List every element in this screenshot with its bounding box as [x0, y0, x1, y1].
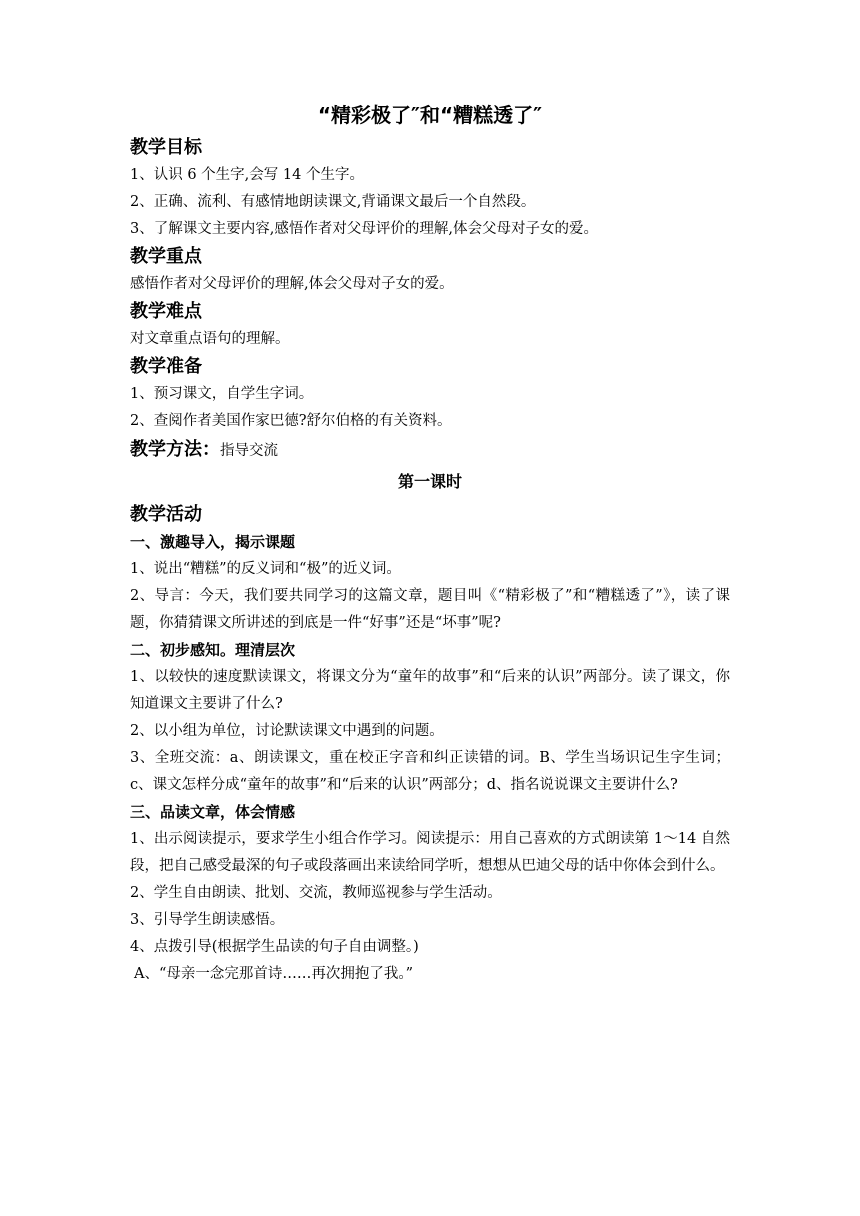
- lesson-title: 第一课时: [397, 472, 462, 491]
- activities-heading: 教学活动: [130, 504, 202, 525]
- section-paragraph: 2、以小组为单位，讨论默读课文中遇到的问题。: [130, 723, 444, 739]
- difficulty-heading: 教学难点: [130, 301, 202, 322]
- section-paragraph: 1、说出“糟糕”的反义词和“极”的近义词。: [130, 561, 401, 577]
- section-paragraph: 3、引导学生朗读感悟。: [130, 912, 285, 928]
- goal-item: 1、认识 6 个生字,会写 14 个生字。: [130, 167, 364, 183]
- key-points-text: 感悟作者对父母评价的理解,体会父母对子女的爱。: [130, 276, 454, 292]
- goal-item: 3、了解课文主要内容,感悟作者对父母评价的理解,体会父母对子女的爱。: [130, 221, 598, 237]
- preparation-item: 2、查阅作者美国作家巴德?舒尔伯格的有关资料。: [130, 413, 452, 429]
- method-row: [130, 435, 730, 467]
- section-title: 三、品读文章，体会情感: [130, 803, 296, 821]
- method-label: 教学方法：: [130, 439, 220, 460]
- goal-item: 2、正确、流利、有感情地朗读课文,背诵课文最后一个自然段。: [130, 194, 536, 210]
- section-paragraph: 2、学生自由朗读、批划、交流，教师巡视参与学生活动。: [130, 885, 502, 901]
- section-paragraph: 2、导言：今天，我们要共同学习的这篇文章，题目叫《“精彩极了”和“糟糕透了”》，读了课题，你猜猜课文所讲述的到底是一件“好事”还是“坏事”呢?: [130, 588, 730, 631]
- document-title: “精彩极了″和“糟糕透了″: [317, 103, 543, 127]
- preparation-heading: 教学准备: [130, 356, 202, 377]
- section-paragraph: 1、出示阅读提示，要求学生小组合作学习。阅读提示：用自己喜欢的方式朗读第 1～14 自然段，把自己感受最深的句子或段落画出来读给同学听，想想从巴迪父母的话中你体会到什么。: [130, 831, 730, 874]
- document-page: [130, 100, 730, 988]
- section-paragraph: 4、点拨引导(根据学生品读的句子自由调整。): [130, 939, 419, 955]
- section-title: 一、激趣导入，揭示课题: [130, 533, 296, 551]
- preparation-item: 1、预习课文，自学生字词。: [130, 386, 314, 402]
- key-points-heading: 教学重点: [130, 246, 202, 267]
- section-paragraph: 3、全班交流：a、朗读课文，重在校正字音和纠正读错的词。B、学生当场识记生字生词；c、课文怎样分成“童年的故事”和“后来的认识”两部分；d、指名说说课文主要讲什么?: [130, 750, 730, 793]
- quote-line: A、“母亲一念完那首诗……再次拥抱了我。”: [134, 966, 414, 982]
- method-value: 指导交流: [220, 443, 278, 459]
- section-paragraph: 1、以较快的速度默读课文，将课文分为“童年的故事”和“后来的认识”两部分。读了课文，你知道课文主要讲了什么?: [130, 669, 730, 712]
- section-title: 二、初步感知。理清层次: [130, 641, 296, 659]
- goals-heading: 教学目标: [130, 137, 202, 158]
- difficulty-text: 对文章重点语句的理解。: [130, 331, 290, 347]
